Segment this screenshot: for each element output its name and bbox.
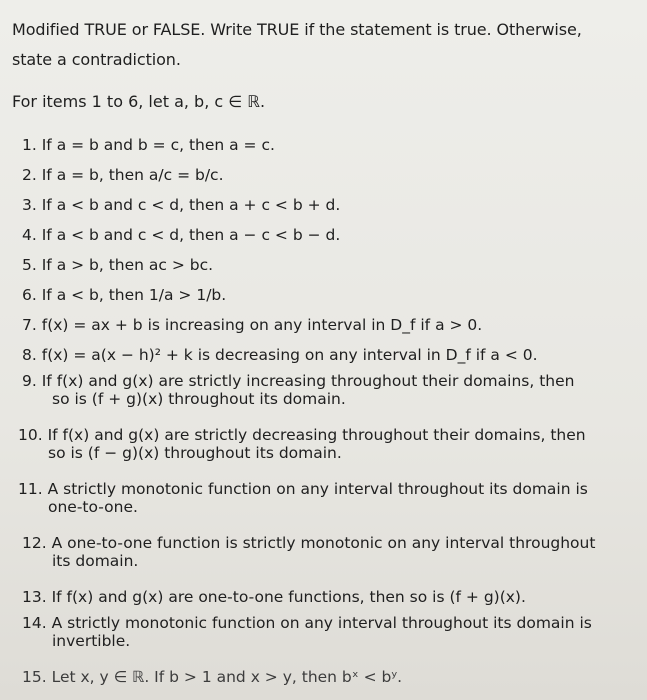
list-item: 4. If a < b and c < d, then a − c < b − d.	[22, 226, 341, 244]
list-item: 7. f(x) = ax + b is increasing on any interval in D_f if a > 0.	[22, 316, 483, 334]
list-item: 5. If a > b, then ac > bc.	[22, 256, 214, 274]
list-item: 1. If a = b and b = c, then a = c.	[22, 136, 275, 154]
list-item: 3. If a < b and c < d, then a + c < b + d.	[22, 196, 341, 214]
list-item: 14. A strictly monotonic function on any interval throughout its domain is invertible.	[22, 614, 592, 650]
list-item: 6. If a < b, then 1/a > 1/b.	[22, 286, 227, 304]
items-intro: For items 1 to 6, let a, b, c ∈ ℝ.	[12, 92, 266, 111]
list-item: 2. If a = b, then a/c = b/c.	[22, 166, 224, 184]
list-item: 11. A strictly monotonic function on any interval throughout its domain is one-to-one.	[18, 480, 588, 516]
list-item: 9. If f(x) and g(x) are strictly increasing throughout their domains, then so is (f + g)(x) throughout its domain.	[22, 372, 575, 408]
instructions-line-1: Modified TRUE or FALSE. Write TRUE if the statement is true. Otherwise,	[12, 20, 582, 39]
list-item: 13. If f(x) and g(x) are one-to-one functions, then so is (f + g)(x).	[22, 588, 526, 606]
instructions-line-2: state a contradiction.	[12, 50, 181, 69]
list-item: 12. A one-to-one function is strictly monotonic on any interval throughout its domain.	[22, 534, 596, 570]
list-item: 8. f(x) = a(x − h)² + k is decreasing on any interval in D_f if a < 0.	[22, 346, 538, 364]
list-item: 10. If f(x) and g(x) are strictly decreasing throughout their domains, then so is (f − g)(x) throughout its domain.	[18, 426, 586, 462]
list-item: 15. Let x, y ∈ ℝ. If b > 1 and x > y, then bˣ < bʸ.	[22, 668, 403, 686]
